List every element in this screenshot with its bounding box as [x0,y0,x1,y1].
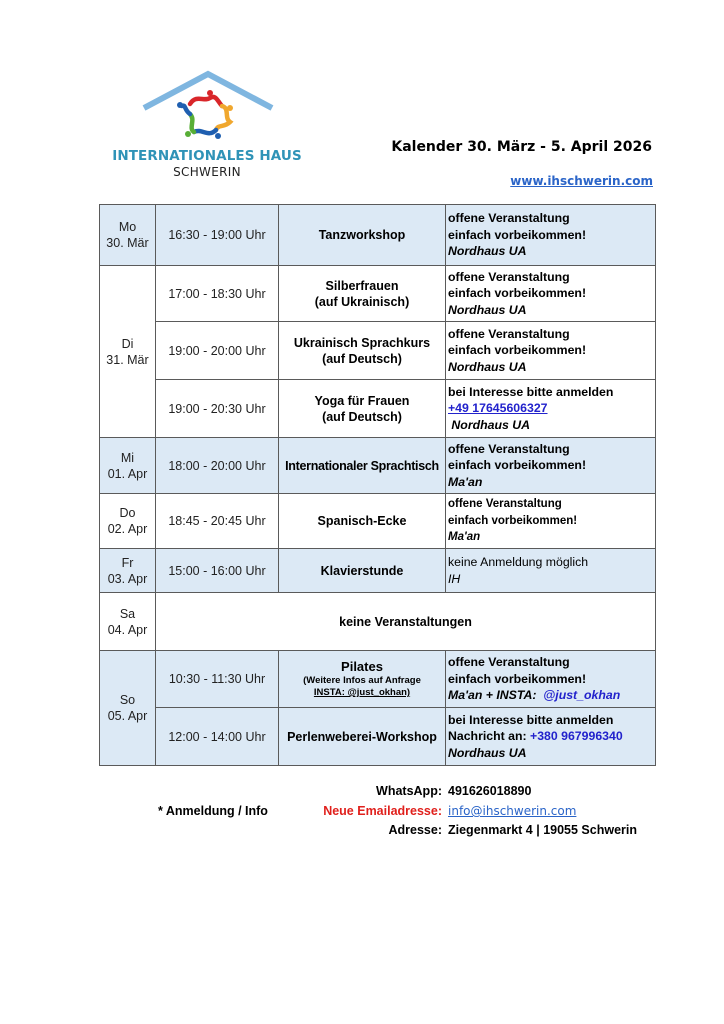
table-row [100,593,656,651]
event-title: Silberfrauen [325,278,399,293]
weekday: Mo [118,220,137,234]
logo-name: INTERNATIONALES HAUS [112,148,302,164]
phone-link[interactable]: +49 17645606327 [448,401,548,416]
phone-link[interactable]: +380 967996340 [530,729,623,744]
table-row [100,322,656,380]
info-line: offene Veranstaltung [448,269,570,284]
time-cell: 10:30 - 11:30 Uhr [156,651,279,708]
event-subtitle: (Weitere Infos auf Anfrage [303,675,421,686]
address-value: Ziegenmarkt 4 | 19055 Schwerin [448,823,638,837]
weekday: Sa [119,606,136,621]
table-row [100,549,656,593]
date: 04. Apr [107,622,148,637]
date: 30. Mär [106,236,149,250]
day-cell [100,205,156,266]
info-line: einfach vorbeikommen! [448,671,587,686]
time-cell: 15:00 - 16:00 Uhr [156,549,279,593]
day-cell [100,266,156,438]
event-title: Pilates [341,659,383,674]
location: Ma'an + INSTA: [448,688,537,703]
table-row [100,380,656,438]
day-cell [100,438,156,494]
info-line: einfach vorbeikommen! [448,514,578,527]
date: 03. Apr [107,571,148,586]
event-title: Spanisch-Ecke [279,494,446,549]
table-row [100,708,656,766]
event-subtitle: (auf Deutsch) [322,351,402,366]
location: Nordhaus UA [448,359,527,374]
info-cell [446,651,656,708]
insta-handle-link[interactable]: @just_okhan [543,688,621,703]
location: Ma'an [448,474,483,489]
logo-city: SCHWERIN [173,165,241,179]
time-cell: 17:00 - 18:30 Uhr [156,266,279,322]
location: Nordhaus UA [448,302,527,317]
date: 01. Apr [107,466,148,481]
event-subtitle: (auf Ukrainisch) [314,294,410,309]
table-row [100,205,656,266]
event-title: Internationaler Sprachtisch [279,438,446,494]
info-cell [446,438,656,494]
day-cell [100,549,156,593]
info-line: offene Veranstaltung [448,441,570,456]
date: 05. Apr [107,709,148,723]
info-cell [446,549,656,593]
info-cell [446,205,656,266]
info-line: bei Interesse bitte anmelden [448,712,614,727]
time-cell: 12:00 - 14:00 Uhr [156,708,279,766]
email-label: Neue Emailadresse: [323,804,442,818]
weekday: Do [119,506,136,520]
table-row [100,494,656,549]
no-events-message: keine Veranstaltungen [156,593,656,651]
info-line: offene Veranstaltung [448,655,570,670]
info-line: offene Veranstaltung [448,498,562,511]
event-title: Ukrainisch Sprachkurs [293,335,431,350]
event-title-cell [279,322,446,380]
insta-link[interactable]: INSTA: @just_okhan) [313,687,411,698]
location: Ma'an [448,531,481,544]
time-cell: 19:00 - 20:00 Uhr [156,322,279,380]
calendar-title: Kalender 30. März - 5. April 2026 [391,139,652,155]
time-cell: 19:00 - 20:30 Uhr [156,380,279,438]
info-cell [446,380,656,438]
weekday: Fr [121,555,134,570]
weekday: So [119,693,136,707]
info-cell [446,322,656,380]
info-cell [446,494,656,549]
info-line: einfach vorbeikommen! [448,227,587,242]
info-line: einfach vorbeikommen! [448,286,587,301]
event-title: Klavierstunde [279,549,446,593]
time-cell: 18:45 - 20:45 Uhr [156,494,279,549]
logo [112,68,302,180]
email-link[interactable]: info@ihschwerin.com [448,804,577,818]
info-cell [446,266,656,322]
info-line: bei Interesse bitte anmelden [448,384,614,399]
location: IH [448,571,461,586]
website-link[interactable]: www.ihschwerin.com [510,174,653,188]
event-title: Perlenweberei-Workshop [279,708,446,766]
location: Nordhaus UA [448,745,527,760]
day-cell [100,494,156,549]
house-with-people-circle-icon [138,68,278,144]
info-line: einfach vorbeikommen! [448,458,587,473]
weekday: Mi [120,450,135,465]
day-cell [100,651,156,766]
info-label: Nachricht an: [448,729,527,744]
table-row [100,438,656,494]
location: Nordhaus UA [448,244,527,259]
event-title: Yoga für Frauen [314,393,410,408]
address-label: Adresse: [388,823,442,837]
location: Nordhaus UA [451,417,530,432]
date: 02. Apr [107,522,148,536]
info-line: einfach vorbeikommen! [448,343,587,358]
table-row [100,651,656,708]
event-title-cell [279,266,446,322]
calendar-table [99,204,656,766]
time-cell: 18:00 - 20:00 Uhr [156,438,279,494]
table-row [100,266,656,322]
event-title-cell [279,651,446,708]
whatsapp-label: WhatsApp: [376,784,442,798]
whatsapp-value: 491626018890 [448,784,532,798]
event-title-cell [279,380,446,438]
event-title: Tanzworkshop [279,205,446,266]
date: 31. Mär [106,352,149,367]
day-cell [100,593,156,651]
footer-note: * Anmeldung / Info [158,804,268,818]
info-cell [446,708,656,766]
time-cell: 16:30 - 19:00 Uhr [156,205,279,266]
weekday: Di [121,336,134,351]
info-line: offene Veranstaltung [448,211,570,226]
event-subtitle: (auf Deutsch) [322,409,402,424]
info-line: keine Anmeldung möglich [448,555,589,569]
info-line: offene Veranstaltung [448,326,570,341]
